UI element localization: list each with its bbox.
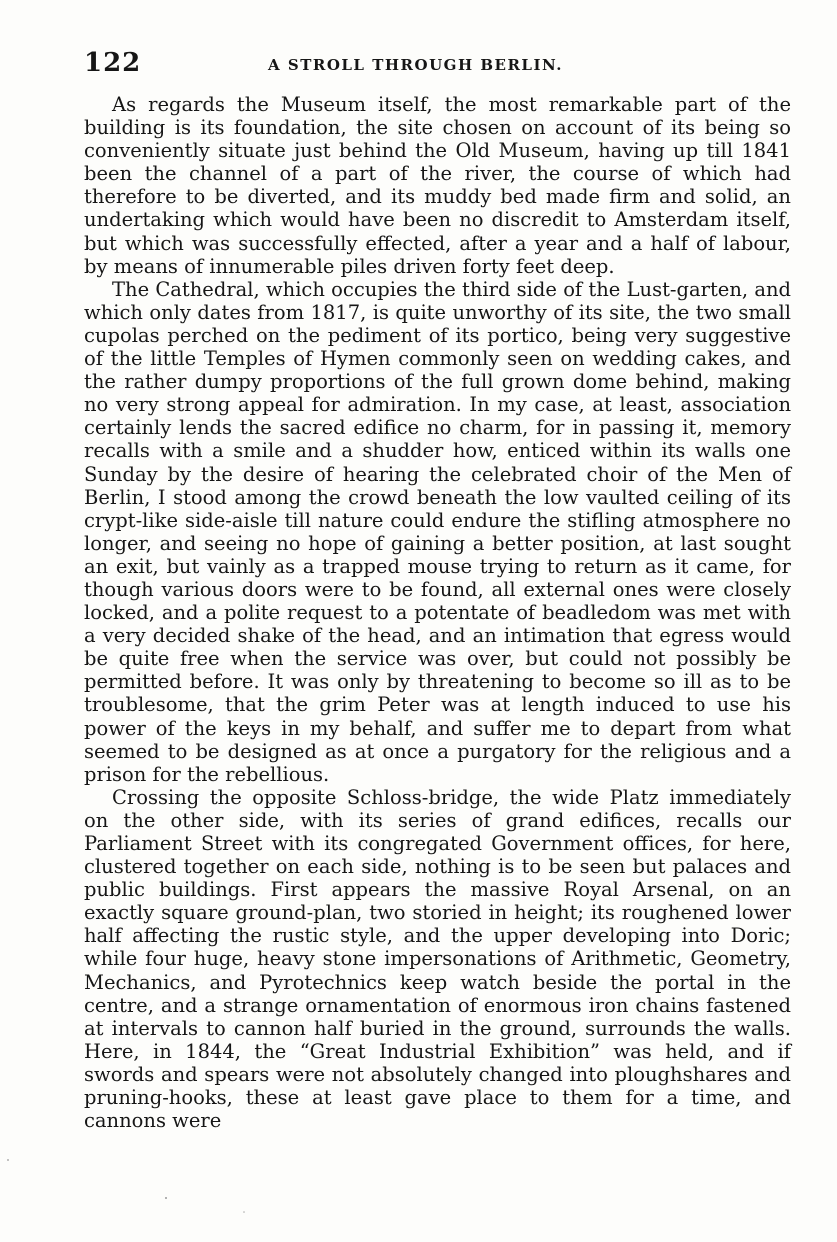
paper-speck bbox=[165, 1197, 167, 1199]
paper-speck bbox=[243, 1211, 245, 1213]
body-text bbox=[84, 93, 791, 1132]
paragraph-schloss-bridge: Crossing the opposite Schloss-bridge, the wide Platz immediately on the other side, with its series of grand edifices, recalls our Parliament Street with its congregated Government offices, for here, clustered together on each side, nothing is to be seen but palaces and public buildings. First appears the massive Royal Arsenal, on an exactly square ground-plan, two storied in height; its roughened lower half affecting the rustic style, and the upper developing into Doric; while four huge, heavy stone impersonations of Arithmetic, Geometry, Mechanics, and Pyrotechnics keep watch beside the portal in the centre, and a strange ornamentation of enormous iron chains fastened at intervals to cannon half buried in the ground, surrounds the walls. Here, in 1844, the “Great Industrial Exhibition” was held, and if swords and spears were not absolutely changed into ploughshares and pruning-hooks, these at least gave place to them for a time, and cannons were bbox=[84, 785, 791, 1133]
page-header bbox=[84, 46, 791, 82]
page-number: 122 bbox=[84, 48, 142, 78]
running-title: A STROLL THROUGH BERLIN. bbox=[268, 56, 563, 74]
paper-speck bbox=[7, 1159, 9, 1161]
paragraph-cathedral: The Cathedral, which occupies the third side of the Lust-garten, and which only dates from 1817, is quite unworthy of its site, the two small cupolas perched on the pediment of its portico, being very suggestive of the little Temples of Hymen commonly seen on wedding cakes, and the rather dumpy proportions of the full grown dome behind, making no very strong appeal for admiration. In my case, at least, association certainly lends the sacred edifice no charm, for in passing it, memory recalls with a smile and a shudder how, enticed within its walls one Sunday by the desire of hearing the celebrated choir of the Men of Berlin, I stood among the crowd beneath the low vaulted ceiling of its crypt-like side-aisle till nature could endure the stifling atmosphere no longer, and seeing no hope of gaining a better position, at last sought an exit, but vainly as a trapped mouse trying to return as it came, for though various doors were to be found, all external ones were closely locked, and a polite request to a potentate of beadledom was met with a very decided shake of the head, and an intimation that egress would be quite free when the service was over, but could not possibly be permitted before. It was only by threatening to become so ill as to be troublesome, that the grim Peter was at length induced to use his power of the keys in my behalf, and suffer me to depart from what seemed to be designed as at once a purgatory for the religious and a prison for the rebellious. bbox=[84, 277, 791, 786]
paragraph-museum-foundation: As regards the Museum itself, the most remarkable part of the building is its foundation, the site chosen on account of its being so conveniently situate just behind the Old Museum, having up till 1841 been the channel of a part of the river, the course of which had therefore to be diverted, and its muddy bed made firm and solid, an undertaking which would have been no discredit to Amsterdam itself, but which was successfully effected, after a year and a half of labour, by means of innumerable piles driven forty feet deep. bbox=[84, 93, 791, 278]
